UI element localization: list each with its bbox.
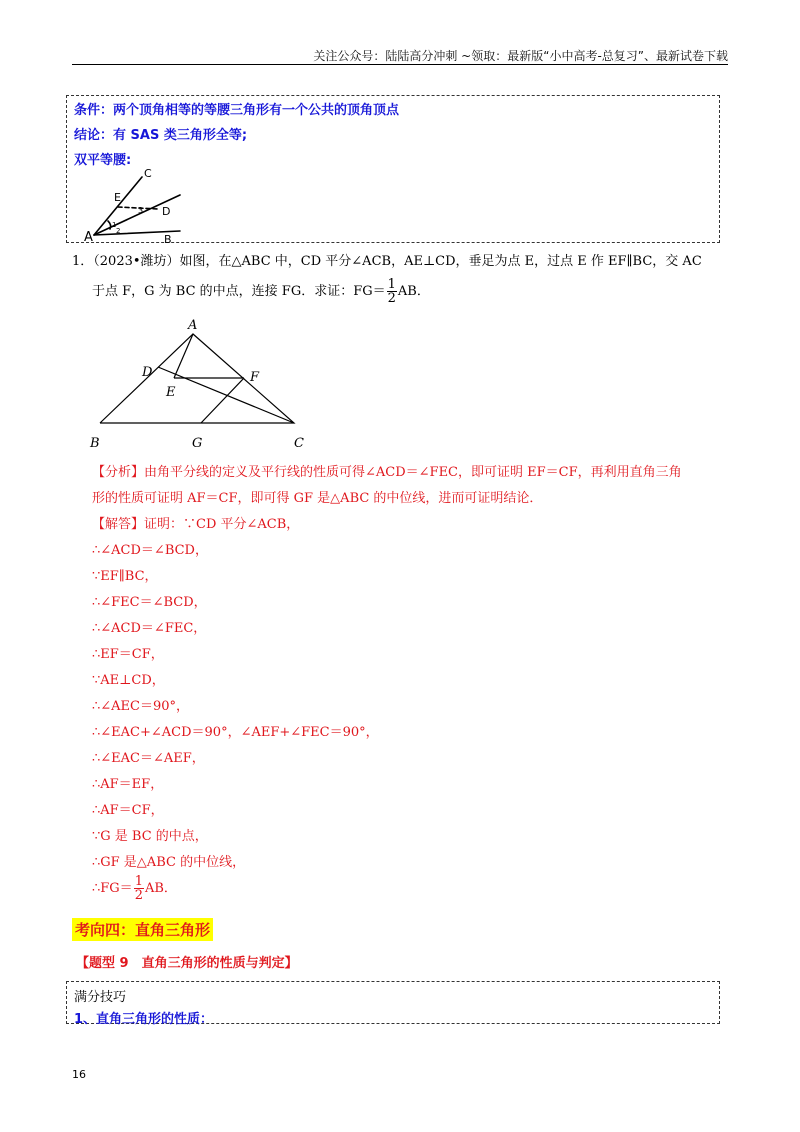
solution-step: ∴∠FEC＝∠BCD， [92,595,207,610]
fig-label-d: D [142,365,153,380]
sketch-label-a: A [84,230,93,245]
triangle-figure [84,314,324,456]
solution-fraction-half [134,875,144,902]
tip-condition: 条件：两个顶角相等的等腰三角形有一个公共的顶角顶点 [74,103,400,118]
section-title: 考向四：直角三角形 [72,918,213,941]
solution-step: ∴GF 是△ABC 的中位线， [92,855,246,870]
sketch-label-b: B [164,233,172,246]
solution-step: ∴AF＝CF， [92,803,164,818]
fraction-half [387,278,397,305]
solution-fraction-denominator: 2 [134,888,143,903]
solution-final [92,875,177,902]
solution-final-pre: ∴FG＝ [92,881,133,896]
fraction-numerator: 1 [387,277,396,292]
tip-box-2-title: 满分技巧 [74,990,127,1005]
solution-step: ∴AF＝EF， [92,777,164,792]
solution-final-post: AB． [144,881,177,896]
sketch-label-c: C [144,167,152,180]
segment-ae [174,334,193,378]
problem-line-2 [92,278,430,305]
problem-line-2-post: AB． [397,284,430,299]
page-number: 16 [72,1068,86,1081]
problem-line-2-pre: 于点 F，G 为 BC 的中点，连接 FG．求证：FG＝ [92,284,386,299]
solution-step: ∵G 是 BC 的中点， [92,829,208,844]
sketch-label-3: 3 [138,206,144,215]
solution-step: ∴∠EAC＝∠AEF， [92,751,205,766]
type-title: 【题型 9 直角三角形的性质与判定】 [76,956,298,971]
fig-label-e: E [166,385,176,400]
fig-label-f: F [250,370,260,385]
page-header: 关注公众号：陆陆高分冲刺 ~领取：最新版“小中高考-总复习”、最新试卷下载 [313,49,728,63]
sketch-label-2: 2 [116,227,121,235]
fig-label-b: B [90,436,100,451]
analysis-line-1: 【分析】由角平分线的定义及平行线的性质可得∠ACD＝∠FEC，即可证明 EF＝CF，再利用直角三角 [92,465,682,480]
solution-step: ∴∠AEC＝90°， [92,699,190,714]
segment-cd [158,367,294,423]
solution-step: ∴∠EAC+∠ACD＝90°，∠AEF+∠FEC＝90°， [92,725,379,740]
solution-step: ∴∠ACD＝∠BCD， [92,543,208,558]
fig-label-g: G [192,436,203,451]
tip-conclusion: 结论：有 SAS 类三角形全等; [74,128,248,143]
sketch-label-e: E [114,191,121,204]
fig-label-a: A [188,318,198,333]
solution-fraction-numerator: 1 [134,874,143,889]
tip-box-2-item: 1、直角三角形的性质： [74,1012,214,1027]
solution-step: ∴EF＝CF， [92,647,164,662]
tip-sketch [80,165,190,247]
solution-step: ∵EF∥BC， [92,569,158,584]
segment-fg [201,378,244,423]
fraction-denominator: 2 [387,291,396,306]
header-divider [72,64,728,65]
solution-step: 【解答】证明：∵CD 平分∠ACB， [92,517,300,532]
sketch-label-d: D [162,205,171,218]
sketch-label-1: 1 [112,221,117,229]
fig-label-c: C [294,436,304,451]
analysis-line-2: 形的性质可证明 AF＝CF，即可得 GF 是△ABC 的中位线，进而可证明结论． [92,491,543,506]
solution-step: ∴∠ACD＝∠FEC， [92,621,207,636]
tip-double-isosceles: 双平等腰: [74,153,132,168]
solution-step: ∵AE⊥CD， [92,673,165,688]
problem-line-1: 1．（2023•潍坊）如图，在△ABC 中，CD 平分∠ACB，AE⊥CD，垂足为点 E，过点 E 作 EF∥BC，交 AC [72,254,702,269]
